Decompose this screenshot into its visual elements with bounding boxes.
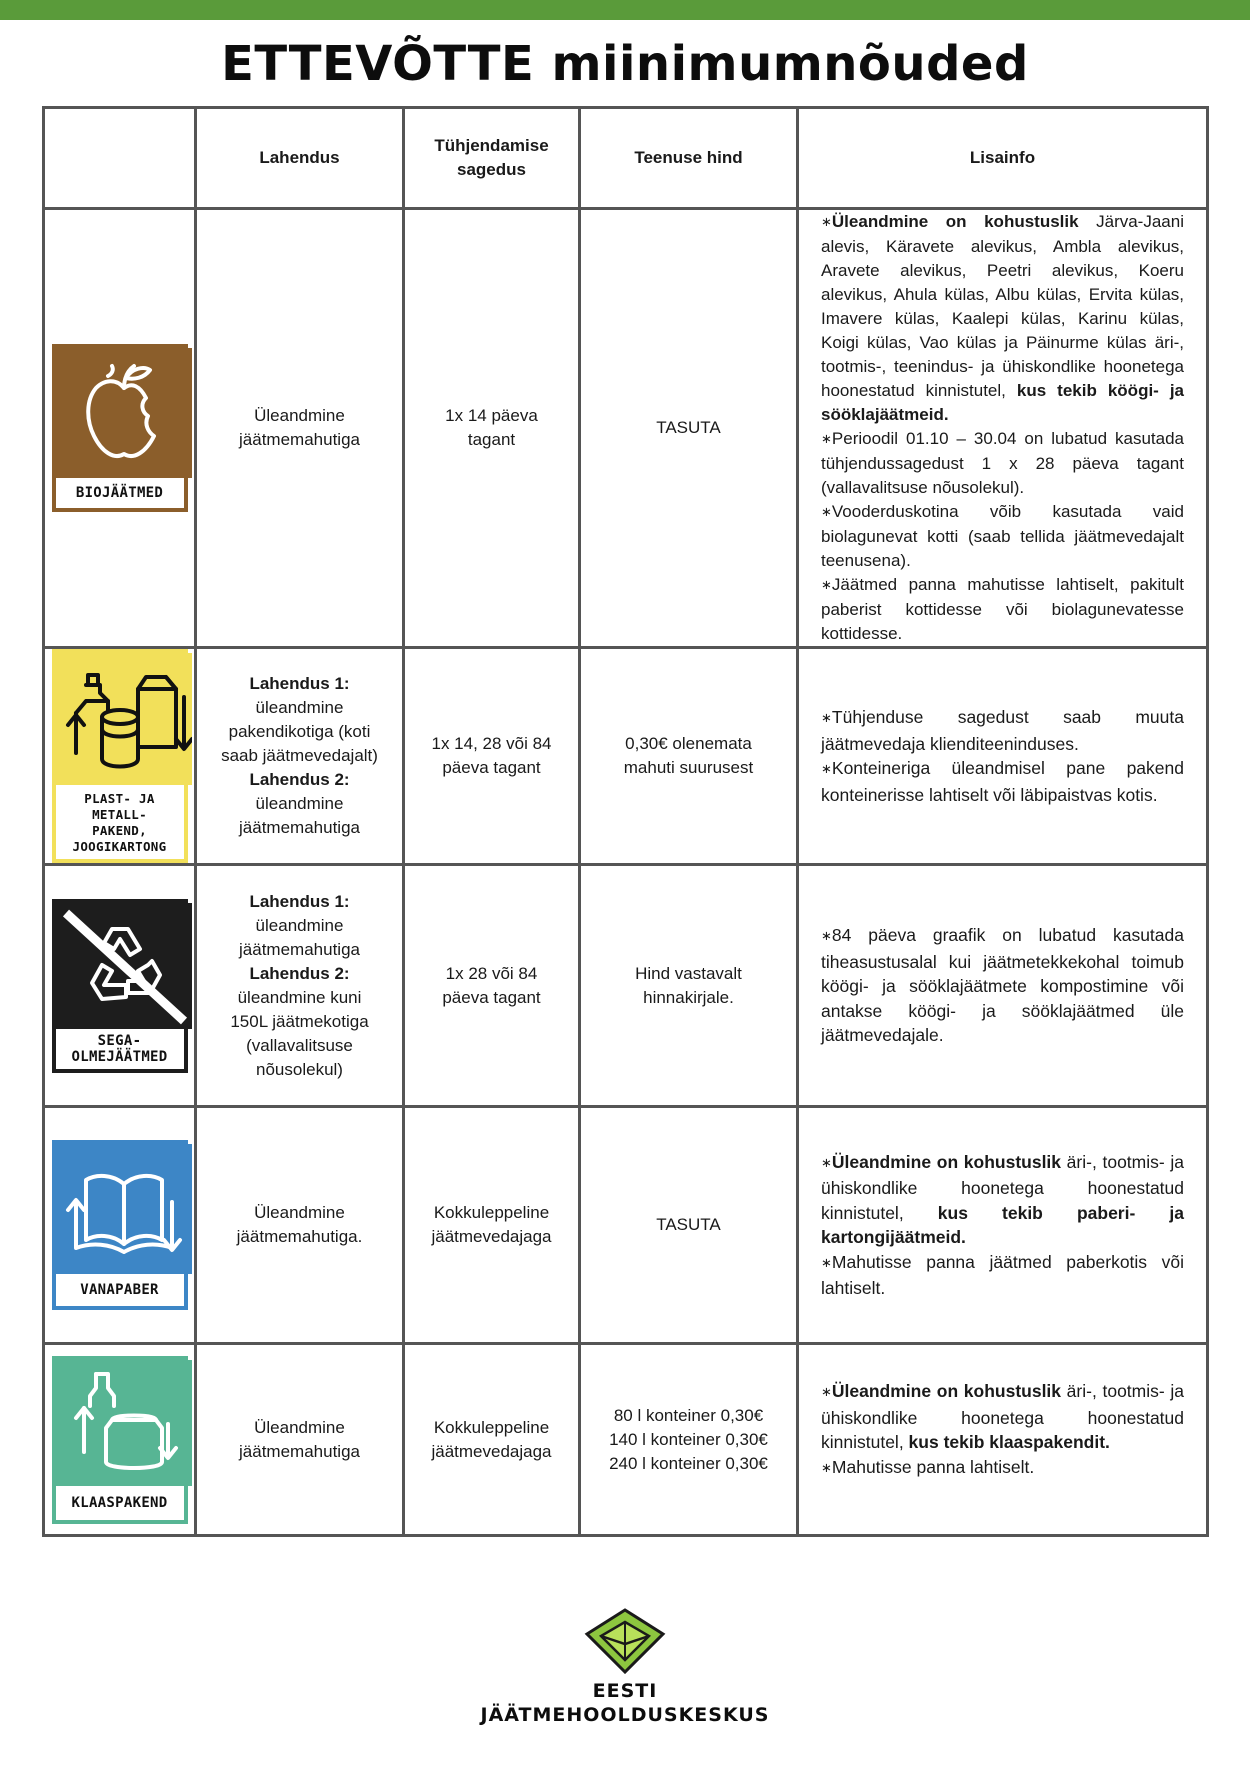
bio-lahendus-line2: jäätmemahutiga (239, 430, 360, 449)
glass-bottle-icon (56, 1360, 192, 1486)
header-sagedus-line1: Tühjendamise (434, 136, 549, 155)
paber-lahendus-line1: Üleandmine (254, 1203, 345, 1222)
klaas-sagedus (404, 1344, 580, 1536)
klaas-lahendus-line1: Üleandmine (254, 1417, 345, 1437)
header-empty (44, 108, 196, 209)
sega-lahendus-l1-title: Lahendus 1: (249, 891, 350, 911)
bio-sagedus-line2: tagant (467, 430, 516, 449)
sega-badge (52, 899, 188, 1073)
sega-lahendus-l2-c: (vallavalitsuse (246, 1035, 353, 1055)
paber-lisainfo (798, 1107, 1208, 1344)
klaas-info-p1 (821, 1379, 1184, 1455)
sega-lisainfo (798, 865, 1208, 1107)
bio-info-p4-text: Jäätmed panna mahutisse lahtiselt, pakitult paberist kottidesse või biolagunevatesse kottidesse. (821, 575, 1184, 643)
header-hind: Teenuse hind (580, 108, 798, 209)
sega-lahendus-l2-a: üleandmine kuni (237, 987, 362, 1007)
pakend-label-line1: PLAST- JA METALL- (84, 791, 155, 822)
pakend-icon-cell (44, 648, 196, 865)
klaas-hind-line2: 140 l konteiner 0,30€ (609, 1429, 768, 1449)
pakend-hind-line2: mahuti suurusest (623, 758, 754, 777)
pakend-info-p1 (821, 705, 1184, 756)
paber-info-p1 (821, 1150, 1184, 1250)
bio-info-p3 (821, 500, 1184, 573)
paber-sagedus-line1: Kokkuleppeline (433, 1203, 550, 1222)
star-bullet: ∗ (821, 928, 832, 944)
klaas-lahendus (196, 1344, 404, 1536)
row-sega (44, 865, 1208, 1107)
pakend-lahendus-l1-title: Lahendus 1: (249, 674, 350, 693)
sega-info-p1 (821, 923, 1184, 1048)
pakend-label (56, 785, 184, 859)
star-bullet: ∗ (821, 710, 832, 725)
paber-info-p2-text: Mahutisse panna jäätmed paberkotis või lahtiselt. (821, 1251, 1184, 1298)
star-bullet: ∗ (821, 1459, 832, 1475)
sega-info-p1-text: 84 päeva graafik on lubatud kasutada tiheasustusalal kui jäätmetekkekohal toimub köögi- ja sööklajäätmete kompostimine või antakse köögi- ja sööklajäätmed üle jäätmevedajale. (821, 925, 1184, 1046)
sega-label-line1: SEGA- (97, 1032, 142, 1049)
star-bullet: ∗ (821, 761, 832, 776)
requirements-table (42, 106, 1209, 1537)
logo-line2: JÄÄTMEHOOLDUSKESKUS (480, 1704, 770, 1726)
row-pakend (44, 648, 1208, 865)
sega-lahendus-l1-a: üleandmine (255, 915, 344, 935)
bio-info-p1-bold: Üleandmine on kohustuslik (831, 212, 1079, 231)
klaas-sagedus-line2: jäätmevedajaga (431, 1441, 552, 1461)
diamond-logo-icon (583, 1608, 667, 1674)
header-sagedus-line2: sagedus (457, 160, 526, 179)
paber-badge (52, 1140, 188, 1310)
pakend-label-line2: PAKEND, JOOGIKARTONG (72, 823, 167, 854)
star-bullet: ∗ (821, 431, 832, 446)
bio-info-p4 (821, 573, 1184, 646)
bio-info-p2 (821, 427, 1184, 500)
sega-label-line2: OLMEJÄÄTMED (71, 1048, 168, 1065)
pakend-lahendus-l1-a: üleandmine (255, 698, 344, 717)
bio-badge (52, 344, 188, 512)
row-vanapaber (44, 1107, 1208, 1344)
paber-label: VANAPABER (80, 1282, 159, 1298)
star-bullet: ∗ (821, 504, 832, 519)
paber-info-p1-text: äri-, tootmis- ja ühiskondlike hoonetega hoonestatud kinnistutel, (821, 1151, 1184, 1223)
pakend-info-p1-text: Tühjenduse sagedust saab muuta jäätmevedaja klienditeeninduses. (821, 707, 1184, 754)
paber-sagedus-line2: jäätmevedajaga (431, 1227, 552, 1246)
top-accent-bar (0, 0, 1250, 20)
bio-info-p1-bold2: kus tekib köögi- ja sööklajäätmeid. (821, 381, 1184, 424)
pakend-lahendus-l2-a: üleandmine (255, 794, 344, 813)
star-bullet: ∗ (821, 214, 832, 229)
pakend-lahendus-l1-c: saab jäätmevedajalt) (221, 746, 378, 765)
header-lahendus: Lahendus (196, 108, 404, 209)
sega-lahendus-l1-b: jäätmemahutiga (239, 939, 360, 959)
bio-info-p3-text: Vooderduskotina võib kasutada vaid biolagunevat kotti (saab tellida jäätmevedajalt teenusena). (821, 502, 1184, 570)
star-bullet: ∗ (821, 1254, 832, 1270)
pakend-hind (580, 648, 798, 865)
klaas-lahendus-line2: jäätmemahutiga (239, 1441, 360, 1461)
pakend-lahendus-l2-title: Lahendus 2: (249, 770, 350, 789)
pakend-sagedus-line1: 1x 14, 28 või 84 (431, 734, 552, 753)
pakend-hind-line1: 0,30€ olenemata (625, 734, 752, 753)
klaas-hind (580, 1344, 798, 1536)
sega-sagedus-line1: 1x 28 või 84 (445, 963, 538, 983)
klaas-info-p2 (821, 1455, 1184, 1482)
paber-lahendus (196, 1107, 404, 1344)
klaas-info-p1-bold: Üleandmine on kohustuslik (831, 1381, 1062, 1401)
pakend-info-p2 (821, 756, 1184, 807)
book-icon (56, 1144, 192, 1274)
bio-lahendus-line1: Üleandmine (254, 406, 345, 425)
header-lisainfo: Lisainfo (798, 108, 1208, 209)
klaas-lisainfo (798, 1344, 1208, 1536)
bio-info-p2-text: Perioodil 01.10 – 30.04 on lubatud kasutada tühjendussagedust 1 x 28 päeva tagant (vallavalitsuse nõusolekul). (821, 429, 1184, 497)
paber-lahendus-line2: jäätmemahutiga. (236, 1227, 363, 1246)
bio-lisainfo (798, 209, 1208, 648)
sega-lahendus-l2-d: nõusolekul) (256, 1059, 343, 1079)
paber-hind: TASUTA (580, 1107, 798, 1344)
apple-icon (56, 348, 192, 478)
pakend-lahendus-l2-b: jäätmemahutiga (239, 818, 360, 837)
pakend-badge (52, 649, 188, 863)
bio-icon-cell (44, 209, 196, 648)
klaas-badge (52, 1356, 188, 1524)
klaas-info-p1-text: äri-, tootmis- ja ühiskondlike hoonetega hoonestatud kinnistutel, (821, 1381, 1184, 1452)
klaas-label: KLAASPAKEND (71, 1494, 168, 1511)
paber-info-p2 (821, 1250, 1184, 1301)
bio-lahendus (196, 209, 404, 648)
sega-icon-cell (44, 865, 196, 1107)
pakend-sagedus-line2: päeva tagant (442, 758, 541, 777)
klaas-sagedus-line1: Kokkuleppeline (433, 1417, 550, 1437)
organization-logo (0, 1608, 1250, 1727)
sega-hind-line2: hinnakirjale. (643, 987, 734, 1007)
paber-info-p1-bold: Üleandmine on kohustuslik (831, 1151, 1062, 1172)
pakend-lahendus (196, 648, 404, 865)
row-biojaatmed (44, 209, 1208, 648)
klaas-icon-cell (44, 1344, 196, 1536)
paber-info-p1-bold2: kus tekib paberi- ja kartongijäätmeid. (821, 1202, 1184, 1247)
sega-sagedus-line2: päeva tagant (442, 987, 541, 1007)
header-sagedus (404, 108, 580, 209)
logo-line1: EESTI (592, 1680, 658, 1702)
sega-hind-line1: Hind vastavalt (635, 963, 742, 983)
klaas-info-p1-bold2: kus tekib klaaspakendit. (908, 1432, 1110, 1452)
star-bullet: ∗ (821, 1384, 832, 1399)
page-title: ETTEVÕTTE miinimumnõuded (221, 36, 1029, 92)
crossed-recycle-icon (56, 903, 192, 1029)
klaas-hind-line1: 80 l konteiner 0,30€ (613, 1405, 764, 1425)
row-klaaspakend (44, 1344, 1208, 1536)
pakend-sagedus (404, 648, 580, 865)
sega-lahendus (196, 865, 404, 1107)
bio-label: BIOJÄÄTMED (75, 485, 164, 501)
pakend-lahendus-l1-b: pakendikotiga (koti (228, 722, 371, 741)
sega-sagedus (404, 865, 580, 1107)
sega-lahendus-l2-title: Lahendus 2: (249, 963, 350, 983)
bio-hind: TASUTA (580, 209, 798, 648)
klaas-hind-line3: 240 l konteiner 0,30€ (609, 1453, 768, 1473)
header-row (44, 108, 1208, 209)
sega-lahendus-l2-b: 150L jäätmekotiga (230, 1011, 369, 1031)
paber-icon-cell (44, 1107, 196, 1344)
sega-label (56, 1029, 184, 1069)
paber-sagedus (404, 1107, 580, 1344)
star-bullet: ∗ (821, 1154, 832, 1170)
bio-sagedus (404, 209, 580, 648)
pakend-info-p2-text: Konteineriga üleandmisel pane pakend konteinerisse lahtiselt või läbipaistvas kotis. (821, 758, 1184, 805)
star-bullet: ∗ (821, 577, 832, 592)
bio-sagedus-line1: 1x 14 päeva (445, 406, 538, 425)
pakend-lisainfo (798, 648, 1208, 865)
bio-info-p1 (821, 210, 1184, 427)
klaas-info-p2-text: Mahutisse panna lahtiselt. (831, 1456, 1035, 1477)
packaging-icon (56, 653, 192, 785)
sega-hind (580, 865, 798, 1107)
bio-info-p1-text: Järva-Jaani alevis, Käravete alevikus, Ambla alevikus, Aravete alevikus, Peetri alevikus, Koeru alevikus, Ahula külas, Albu külas, Ervita külas, Imavere külas, Kaalepi külas, Karinu külas, Koigi külas, Vao külas ja Päinurme külas äri-, tootmis-, teenindus- ja ühiskondlike hoonetega hoonestatud kinnistutel, (821, 212, 1184, 400)
